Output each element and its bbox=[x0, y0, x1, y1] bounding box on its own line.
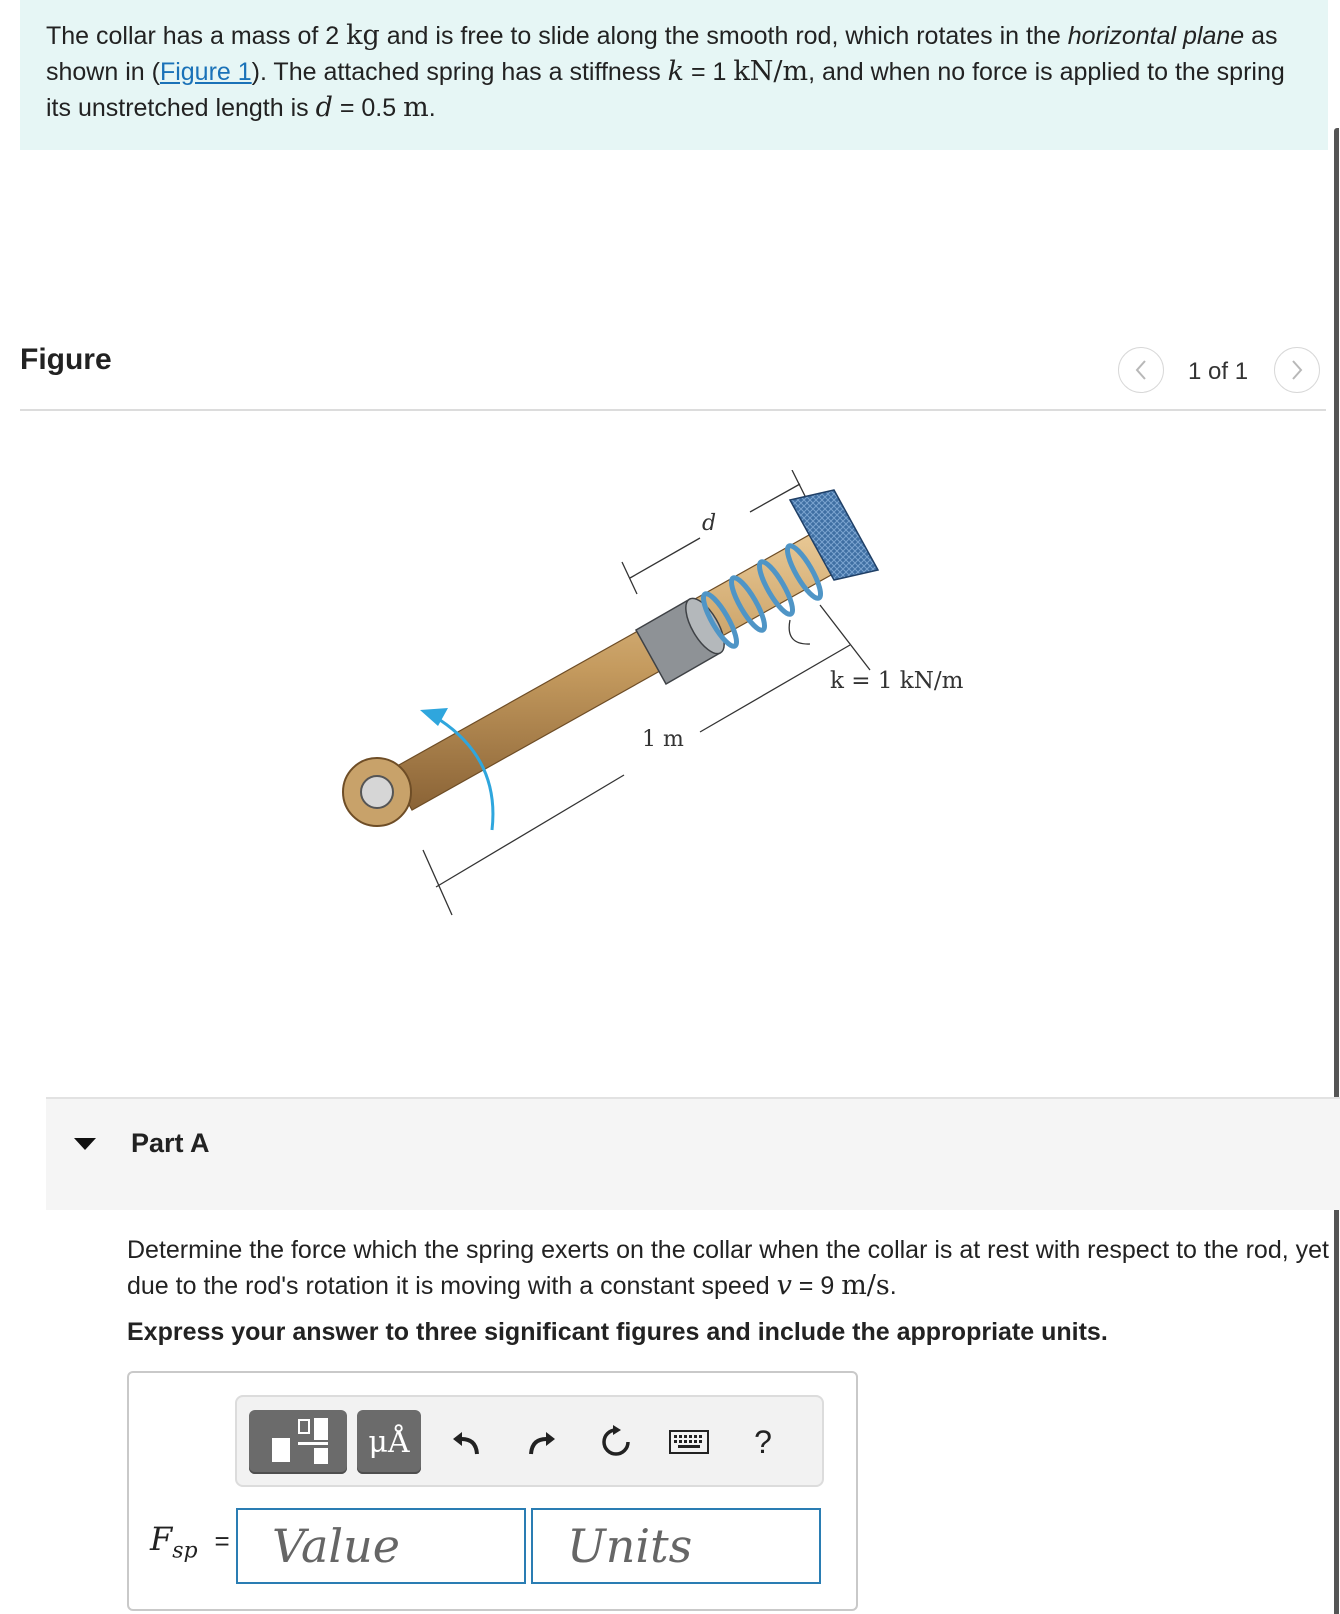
previous-figure-button[interactable] bbox=[1118, 347, 1164, 393]
help-button[interactable]: ? bbox=[754, 1423, 772, 1460]
variable-symbol: F bbox=[150, 1520, 173, 1558]
pivot bbox=[343, 758, 411, 826]
text-segment: and is free to slide along the smooth rod, which rotates in the bbox=[379, 22, 1068, 50]
template-button[interactable] bbox=[249, 1410, 347, 1474]
answer-instruction: Express your answer to three significant figures and include the appropriate units. bbox=[127, 1318, 1108, 1346]
figure-image bbox=[330, 470, 1010, 920]
reset-icon bbox=[599, 1425, 633, 1459]
redo-icon bbox=[526, 1426, 558, 1458]
chevron-right-icon bbox=[1289, 359, 1305, 381]
text-segment: v bbox=[776, 1270, 792, 1301]
text-segment: d bbox=[315, 92, 333, 123]
text-segment: = 0.5 bbox=[332, 94, 404, 122]
part-a-header[interactable] bbox=[46, 1097, 1340, 1210]
text-segment: horizontal plane bbox=[1067, 22, 1245, 50]
fraction-template-icon bbox=[266, 1416, 330, 1468]
keyboard-button[interactable] bbox=[668, 1418, 710, 1466]
text-segment: . bbox=[428, 94, 436, 122]
collapse-caret-icon[interactable] bbox=[74, 1138, 96, 1150]
scrollbar[interactable] bbox=[1334, 128, 1339, 1614]
units-button[interactable]: μÅ bbox=[357, 1410, 421, 1474]
variable-label bbox=[150, 1520, 230, 1563]
text-segment: kN/m bbox=[733, 56, 809, 87]
text-segment: = 1 bbox=[684, 58, 734, 86]
text-segment: = 9 bbox=[791, 1272, 842, 1300]
question-text bbox=[127, 1232, 1340, 1304]
undo-icon bbox=[450, 1426, 482, 1458]
problem-statement bbox=[20, 0, 1328, 150]
text-segment: as shown in ( bbox=[46, 22, 1278, 86]
d-label: d bbox=[702, 511, 717, 536]
chevron-left-icon bbox=[1133, 359, 1149, 381]
text-segment: Determine the force which the spring exerts on the collar when the collar is at rest with respect to the rod, yet due to the rod's rotation it is moving with a constant speed bbox=[127, 1236, 1329, 1300]
undo-button[interactable] bbox=[448, 1418, 484, 1466]
value-input[interactable]: Value bbox=[236, 1508, 526, 1584]
length-label: 1 m bbox=[642, 727, 684, 752]
text-segment: . bbox=[889, 1272, 897, 1300]
text-segment: kg bbox=[346, 20, 380, 51]
figure-counter: 1 of 1 bbox=[1188, 358, 1249, 385]
text-segment: m/s bbox=[841, 1270, 890, 1301]
dimension-lines bbox=[423, 470, 870, 915]
variable-subscript: sp bbox=[172, 1538, 198, 1564]
part-a-title: Part A bbox=[131, 1128, 210, 1158]
text-segment: k bbox=[667, 56, 685, 87]
equals-sign: = bbox=[214, 1526, 230, 1556]
text-segment: , and when no force is applied to the spring its unstretched length is bbox=[46, 58, 1285, 122]
figure-heading: Figure bbox=[20, 343, 112, 376]
reset-button[interactable] bbox=[596, 1418, 636, 1466]
units-input[interactable]: Units bbox=[531, 1508, 821, 1584]
text-segment: m bbox=[403, 92, 429, 123]
keyboard-icon bbox=[669, 1429, 709, 1455]
text-segment: ). The attached spring has a stiffness bbox=[251, 58, 668, 86]
text-segment: The collar has a mass of 2 bbox=[46, 22, 347, 50]
stiffness-label: k = 1 kN/m bbox=[830, 668, 964, 694]
figure-link[interactable]: Figure 1 bbox=[159, 58, 252, 86]
redo-button[interactable] bbox=[524, 1418, 560, 1466]
next-figure-button[interactable] bbox=[1274, 347, 1320, 393]
figure-divider bbox=[20, 409, 1326, 411]
